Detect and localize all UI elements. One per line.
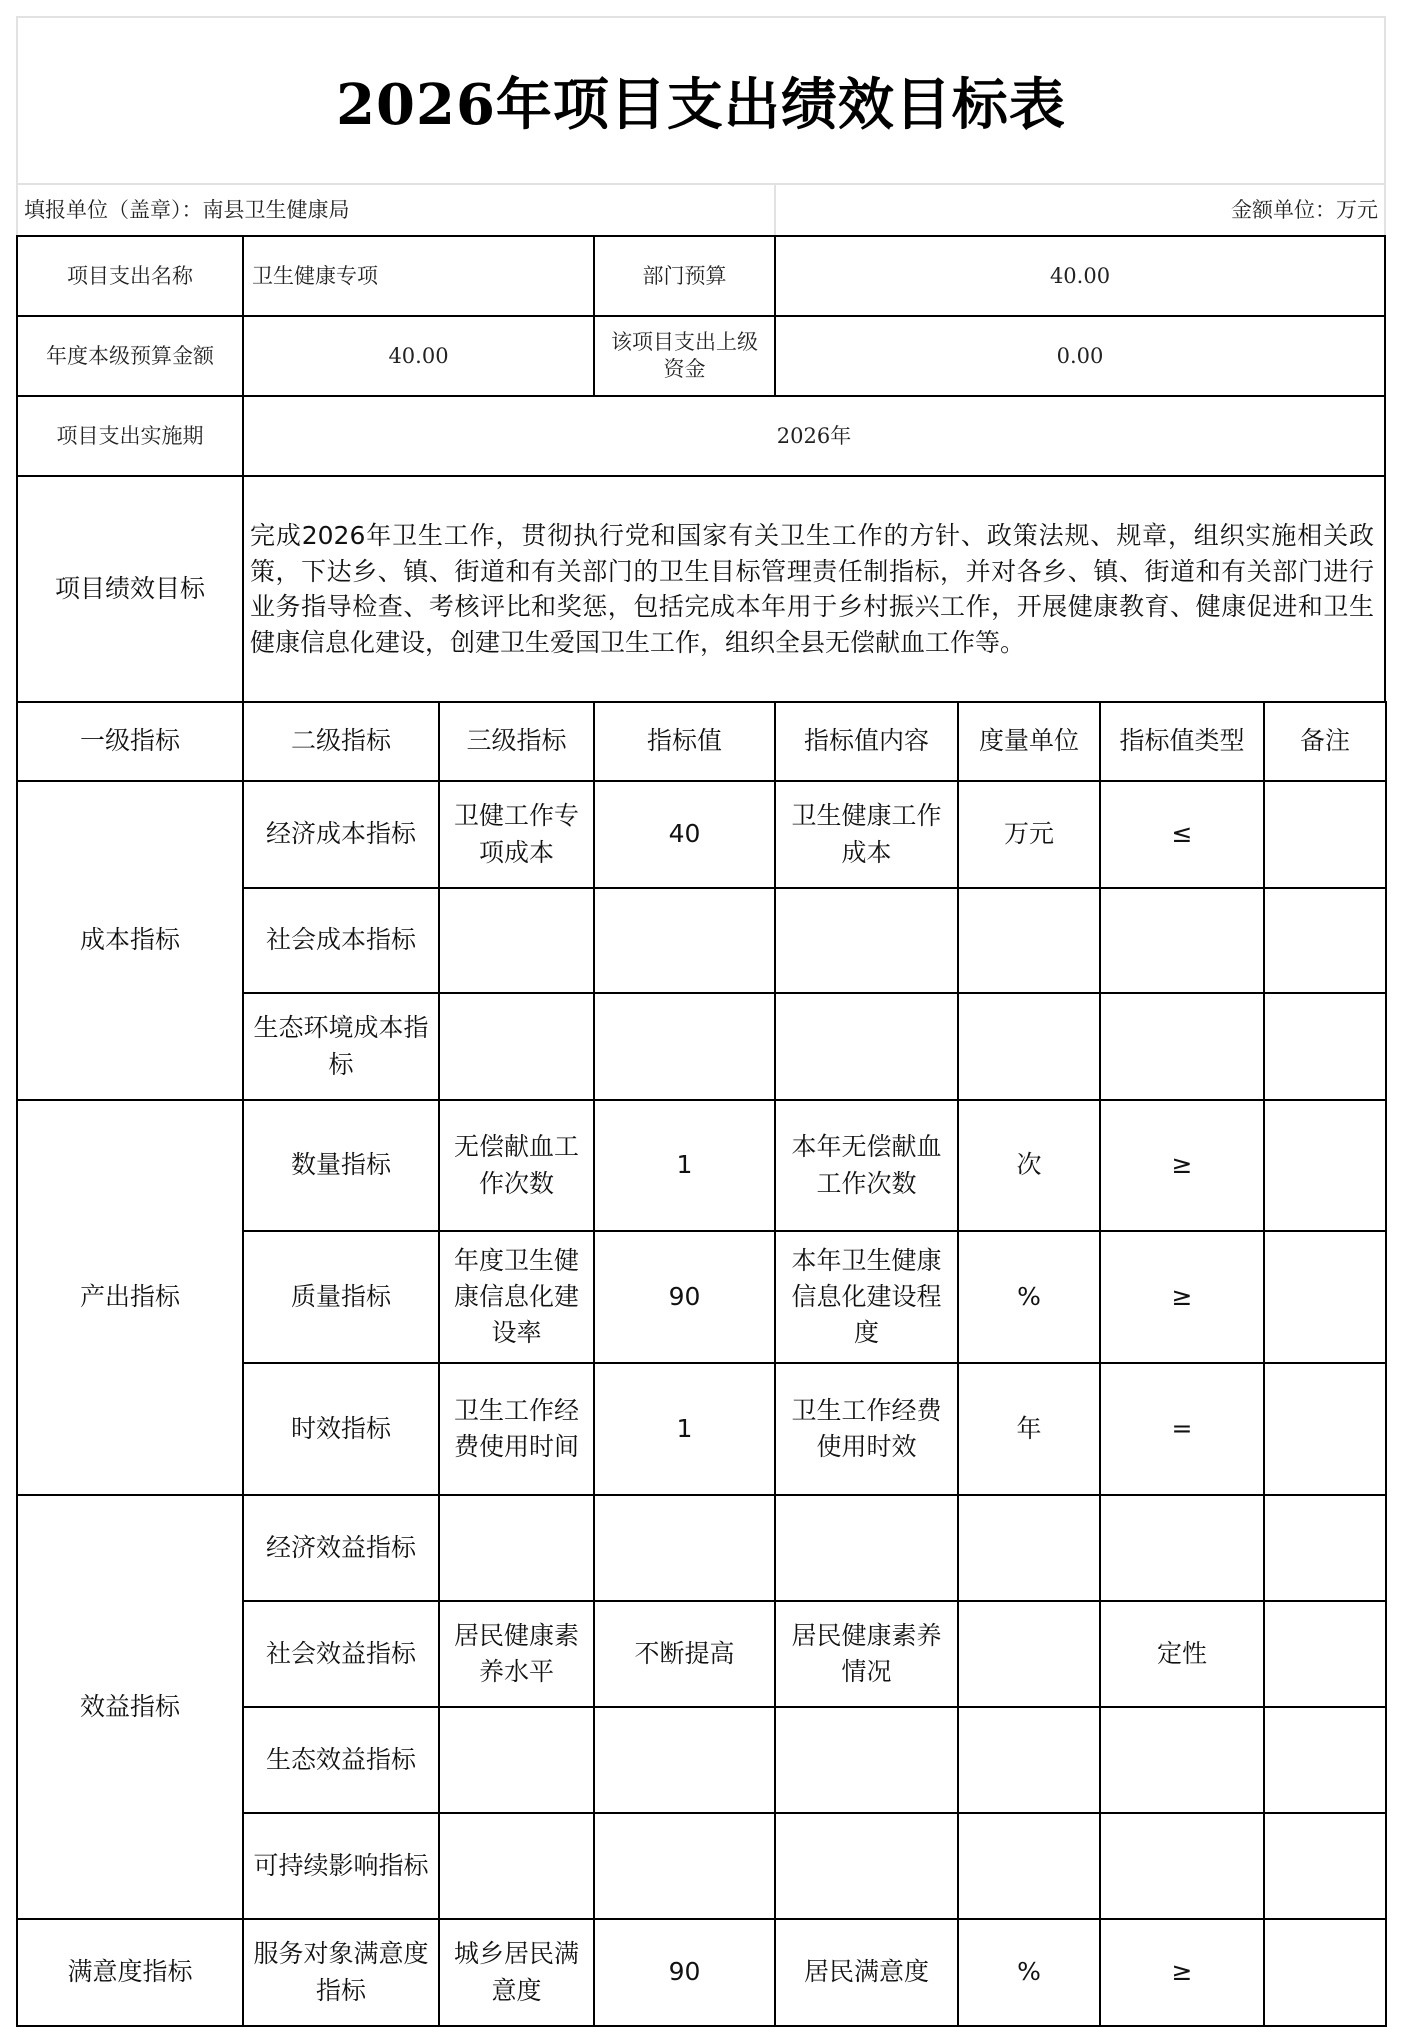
superior-funds-value: 0.00: [774, 315, 1386, 397]
content-cell: [774, 1494, 959, 1602]
dept-budget-label: 部门预算: [593, 235, 776, 317]
unit-cell: [957, 887, 1101, 994]
annual-budget-value: 40.00: [242, 315, 595, 397]
value-cell: 1: [593, 1362, 776, 1496]
type-cell: ≥: [1099, 1230, 1265, 1364]
level2-cell: 服务对象满意度指标: [242, 1918, 440, 2027]
header-unit: 度量单位: [957, 701, 1101, 782]
header-content: 指标值内容: [774, 701, 959, 782]
value-cell: 90: [593, 1230, 776, 1364]
level3-cell: [438, 992, 595, 1101]
header-level1: 一级指标: [16, 701, 244, 782]
note-cell: [1263, 1706, 1387, 1814]
project-name-value: 卫生健康专项: [242, 235, 595, 317]
note-cell: [1263, 780, 1387, 889]
unit-cell: [957, 992, 1101, 1101]
goal-label: 项目绩效目标: [16, 475, 244, 703]
value-cell: [593, 992, 776, 1101]
content-cell: 居民满意度: [774, 1918, 959, 2027]
content-cell: 卫生工作经费使用时效: [774, 1362, 959, 1496]
note-cell: [1263, 1099, 1387, 1232]
value-cell: [593, 1812, 776, 1920]
type-cell: ≥: [1099, 1918, 1265, 2027]
note-cell: [1263, 1600, 1387, 1708]
content-cell: [774, 1812, 959, 1920]
level2-cell: 社会成本指标: [242, 887, 440, 994]
unit-cell: [957, 1494, 1101, 1602]
level2-cell: 社会效益指标: [242, 1600, 440, 1708]
note-cell: [1263, 1494, 1387, 1602]
header-type: 指标值类型: [1099, 701, 1265, 782]
level2-cell: 时效指标: [242, 1362, 440, 1496]
level2-cell: 生态环境成本指标: [242, 992, 440, 1101]
level3-cell: 城乡居民满意度: [438, 1918, 595, 2027]
type-cell: [1099, 992, 1265, 1101]
period-label: 项目支出实施期: [16, 395, 244, 477]
note-cell: [1263, 1230, 1387, 1364]
value-cell: [593, 887, 776, 994]
value-cell: 不断提高: [593, 1600, 776, 1708]
level2-cell: 经济成本指标: [242, 780, 440, 889]
unit-cell: 年: [957, 1362, 1101, 1496]
type-cell: [1099, 1812, 1265, 1920]
unit-cell: 次: [957, 1099, 1101, 1232]
note-cell: [1263, 887, 1387, 994]
header-value: 指标值: [593, 701, 776, 782]
header-level3: 三级指标: [438, 701, 595, 782]
sheet-title: 2026年项目支出绩效目标表: [16, 16, 1386, 185]
level1-cell: 成本指标: [16, 780, 244, 1101]
fill-unit-label: 填报单位（盖章）：南县卫生健康局: [16, 183, 776, 237]
level3-cell: 卫健工作专项成本: [438, 780, 595, 889]
level3-cell: [438, 1494, 595, 1602]
level3-cell: [438, 1706, 595, 1814]
level3-cell: [438, 1812, 595, 1920]
type-cell: [1099, 1706, 1265, 1814]
unit-cell: [957, 1600, 1101, 1708]
project-name-label: 项目支出名称: [16, 235, 244, 317]
note-cell: [1263, 1812, 1387, 1920]
value-cell: 1: [593, 1099, 776, 1232]
content-cell: [774, 1706, 959, 1814]
level2-cell: 质量指标: [242, 1230, 440, 1364]
unit-cell: 万元: [957, 780, 1101, 889]
level3-cell: 年度卫生健康信息化建设率: [438, 1230, 595, 1364]
content-cell: 本年无偿献血工作次数: [774, 1099, 959, 1232]
level3-cell: 居民健康素养水平: [438, 1600, 595, 1708]
unit-cell: %: [957, 1230, 1101, 1364]
type-cell: [1099, 887, 1265, 994]
level3-cell: [438, 887, 595, 994]
level3-cell: 无偿献血工作次数: [438, 1099, 595, 1232]
level2-cell: 经济效益指标: [242, 1494, 440, 1602]
header-level2: 二级指标: [242, 701, 440, 782]
goal-value: 完成2026年卫生工作，贯彻执行党和国家有关卫生工作的方针、政策法规、规章，组织实施相关政策，下达乡、镇、街道和有关部门的卫生目标管理责任制指标，并对各乡、镇、街道和有关部门进行业务指导检查、考核评比和奖惩，包括完成本年用于乡村振兴工作，开展健康教育、健康促进和卫生健康信息化建设，创建卫生爱国卫生工作，组织全县无偿献血工作等。: [242, 475, 1386, 703]
value-cell: 40: [593, 780, 776, 889]
superior-funds-label: 该项目支出上级资金: [593, 315, 776, 397]
amount-unit-label: 金额单位：万元: [774, 183, 1386, 237]
value-cell: [593, 1494, 776, 1602]
level3-cell: 卫生工作经费使用时间: [438, 1362, 595, 1496]
content-cell: [774, 992, 959, 1101]
note-cell: [1263, 1918, 1387, 2027]
content-cell: 居民健康素养情况: [774, 1600, 959, 1708]
header-note: 备注: [1263, 701, 1387, 782]
content-cell: [774, 887, 959, 994]
level1-cell: 效益指标: [16, 1494, 244, 1920]
content-cell: 本年卫生健康信息化建设程度: [774, 1230, 959, 1364]
level2-cell: 数量指标: [242, 1099, 440, 1232]
type-cell: 定性: [1099, 1600, 1265, 1708]
level1-cell: 产出指标: [16, 1099, 244, 1496]
annual-budget-label: 年度本级预算金额: [16, 315, 244, 397]
type-cell: =: [1099, 1362, 1265, 1496]
unit-cell: %: [957, 1918, 1101, 2027]
type-cell: ≤: [1099, 780, 1265, 889]
note-cell: [1263, 992, 1387, 1101]
unit-cell: [957, 1812, 1101, 1920]
period-value: 2026年: [242, 395, 1386, 477]
unit-cell: [957, 1706, 1101, 1814]
dept-budget-value: 40.00: [774, 235, 1386, 317]
type-cell: ≥: [1099, 1099, 1265, 1232]
type-cell: [1099, 1494, 1265, 1602]
value-cell: 90: [593, 1918, 776, 2027]
content-cell: 卫生健康工作成本: [774, 780, 959, 889]
level1-cell: 满意度指标: [16, 1918, 244, 2027]
level2-cell: 生态效益指标: [242, 1706, 440, 1814]
note-cell: [1263, 1362, 1387, 1496]
level2-cell: 可持续影响指标: [242, 1812, 440, 1920]
value-cell: [593, 1706, 776, 1814]
